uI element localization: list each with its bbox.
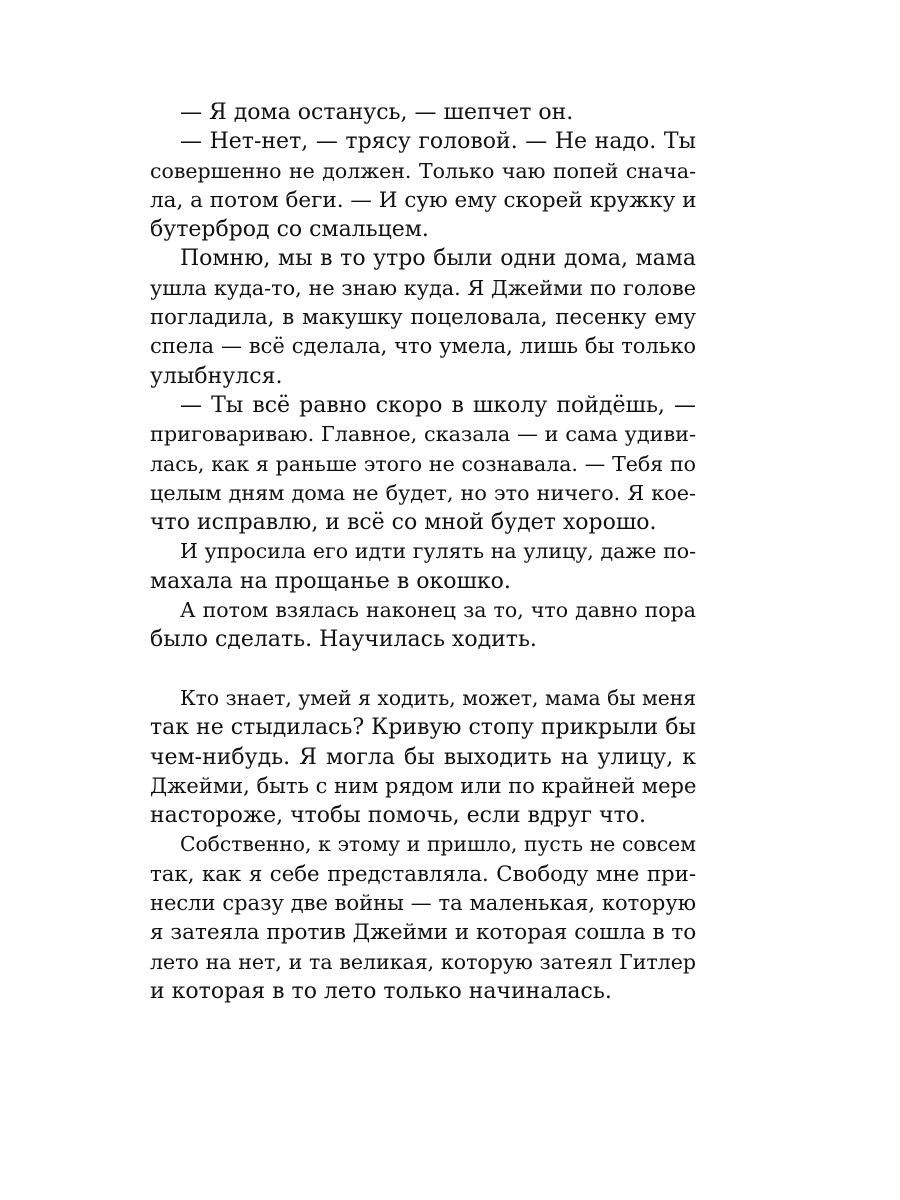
text-line: спела — всё сделала, что умела, лишь бы только [150,334,696,359]
text-line: настороже, чтобы помочь, если вдруг что. [150,803,646,829]
text-line: несли сразу две войны — та маленькая, которую [150,891,696,916]
text-line: Джейми, быть с ним рядом или по крайней мере [150,773,697,798]
text-line: А потом взялась наконец за то, что давно пора [180,598,696,623]
text-line: Кто знает, умей я ходить, может, мама бы меня [180,685,696,710]
text-line: — Ты всё равно скоро в школу пойдёшь, — [180,392,696,418]
text-line: И упросила его идти гулять на улицу, даже по- [180,539,696,564]
text-line: лето на нет, и та великая, которую затеял Гитлер [150,949,696,974]
text-line: так, как я себе представляла. Свободу мне при- [150,861,696,887]
text-line: ла, а потом беги. — И сую ему скорей кружку и [150,187,697,213]
text-line: чем-нибудь. Я могла бы выходить на улицу, к [150,744,696,770]
text-line: Помню, мы в то утро были одни дома, мама [180,246,696,272]
paragraph [150,596,696,655]
text-line: я затеяла против Джейми и которая сошла в то [150,920,697,946]
paragraph [150,684,696,830]
paragraph [150,391,696,537]
text-line: ушла куда-то, не знаю куда. Я Джейми по голове [150,275,696,300]
paragraph [150,127,696,244]
text-line: целым дням дома не будет, но это ничего. Я кое- [150,480,696,505]
text-line: совершенно не должен. Только чаю попей снача- [150,158,696,183]
text-line: что исправлю, и всё со мной будет хорошо. [150,510,657,536]
text-line: приговариваю. Главное, сказала — и сама удиви- [150,422,696,447]
text-line: погладила, в макушку поцеловала, песенку ему [150,305,696,331]
text-line: лась, как я раньше этого не сознавала. — Тебя по [150,451,696,476]
text-line: — Я дома останусь, — шепчет он. [180,100,574,125]
paragraph [150,98,696,127]
text-line: махала на прощанье в окошко. [150,568,511,594]
paragraph [150,244,696,390]
text-line: — Нет-нет, — трясу головой. — Не надо. Ты [180,129,696,155]
section-2 [150,684,696,1006]
text-line: Собственно, к этому и пришло, пусть не совсем [180,832,696,857]
text-line: и которая в то лето только начиналась. [150,978,612,1004]
section-break [150,655,696,684]
text-line: было сделать. Научилась ходить. [150,627,537,653]
book-page [150,98,696,1006]
text-line: бутерброд со смальцем. [150,217,429,243]
paragraph [150,830,696,1006]
text-line: так не стыдилась? Кривую стопу прикрыли бы [150,715,696,741]
text-line: улыбнулся. [150,363,283,389]
paragraph [150,537,696,596]
section-1 [150,98,696,655]
